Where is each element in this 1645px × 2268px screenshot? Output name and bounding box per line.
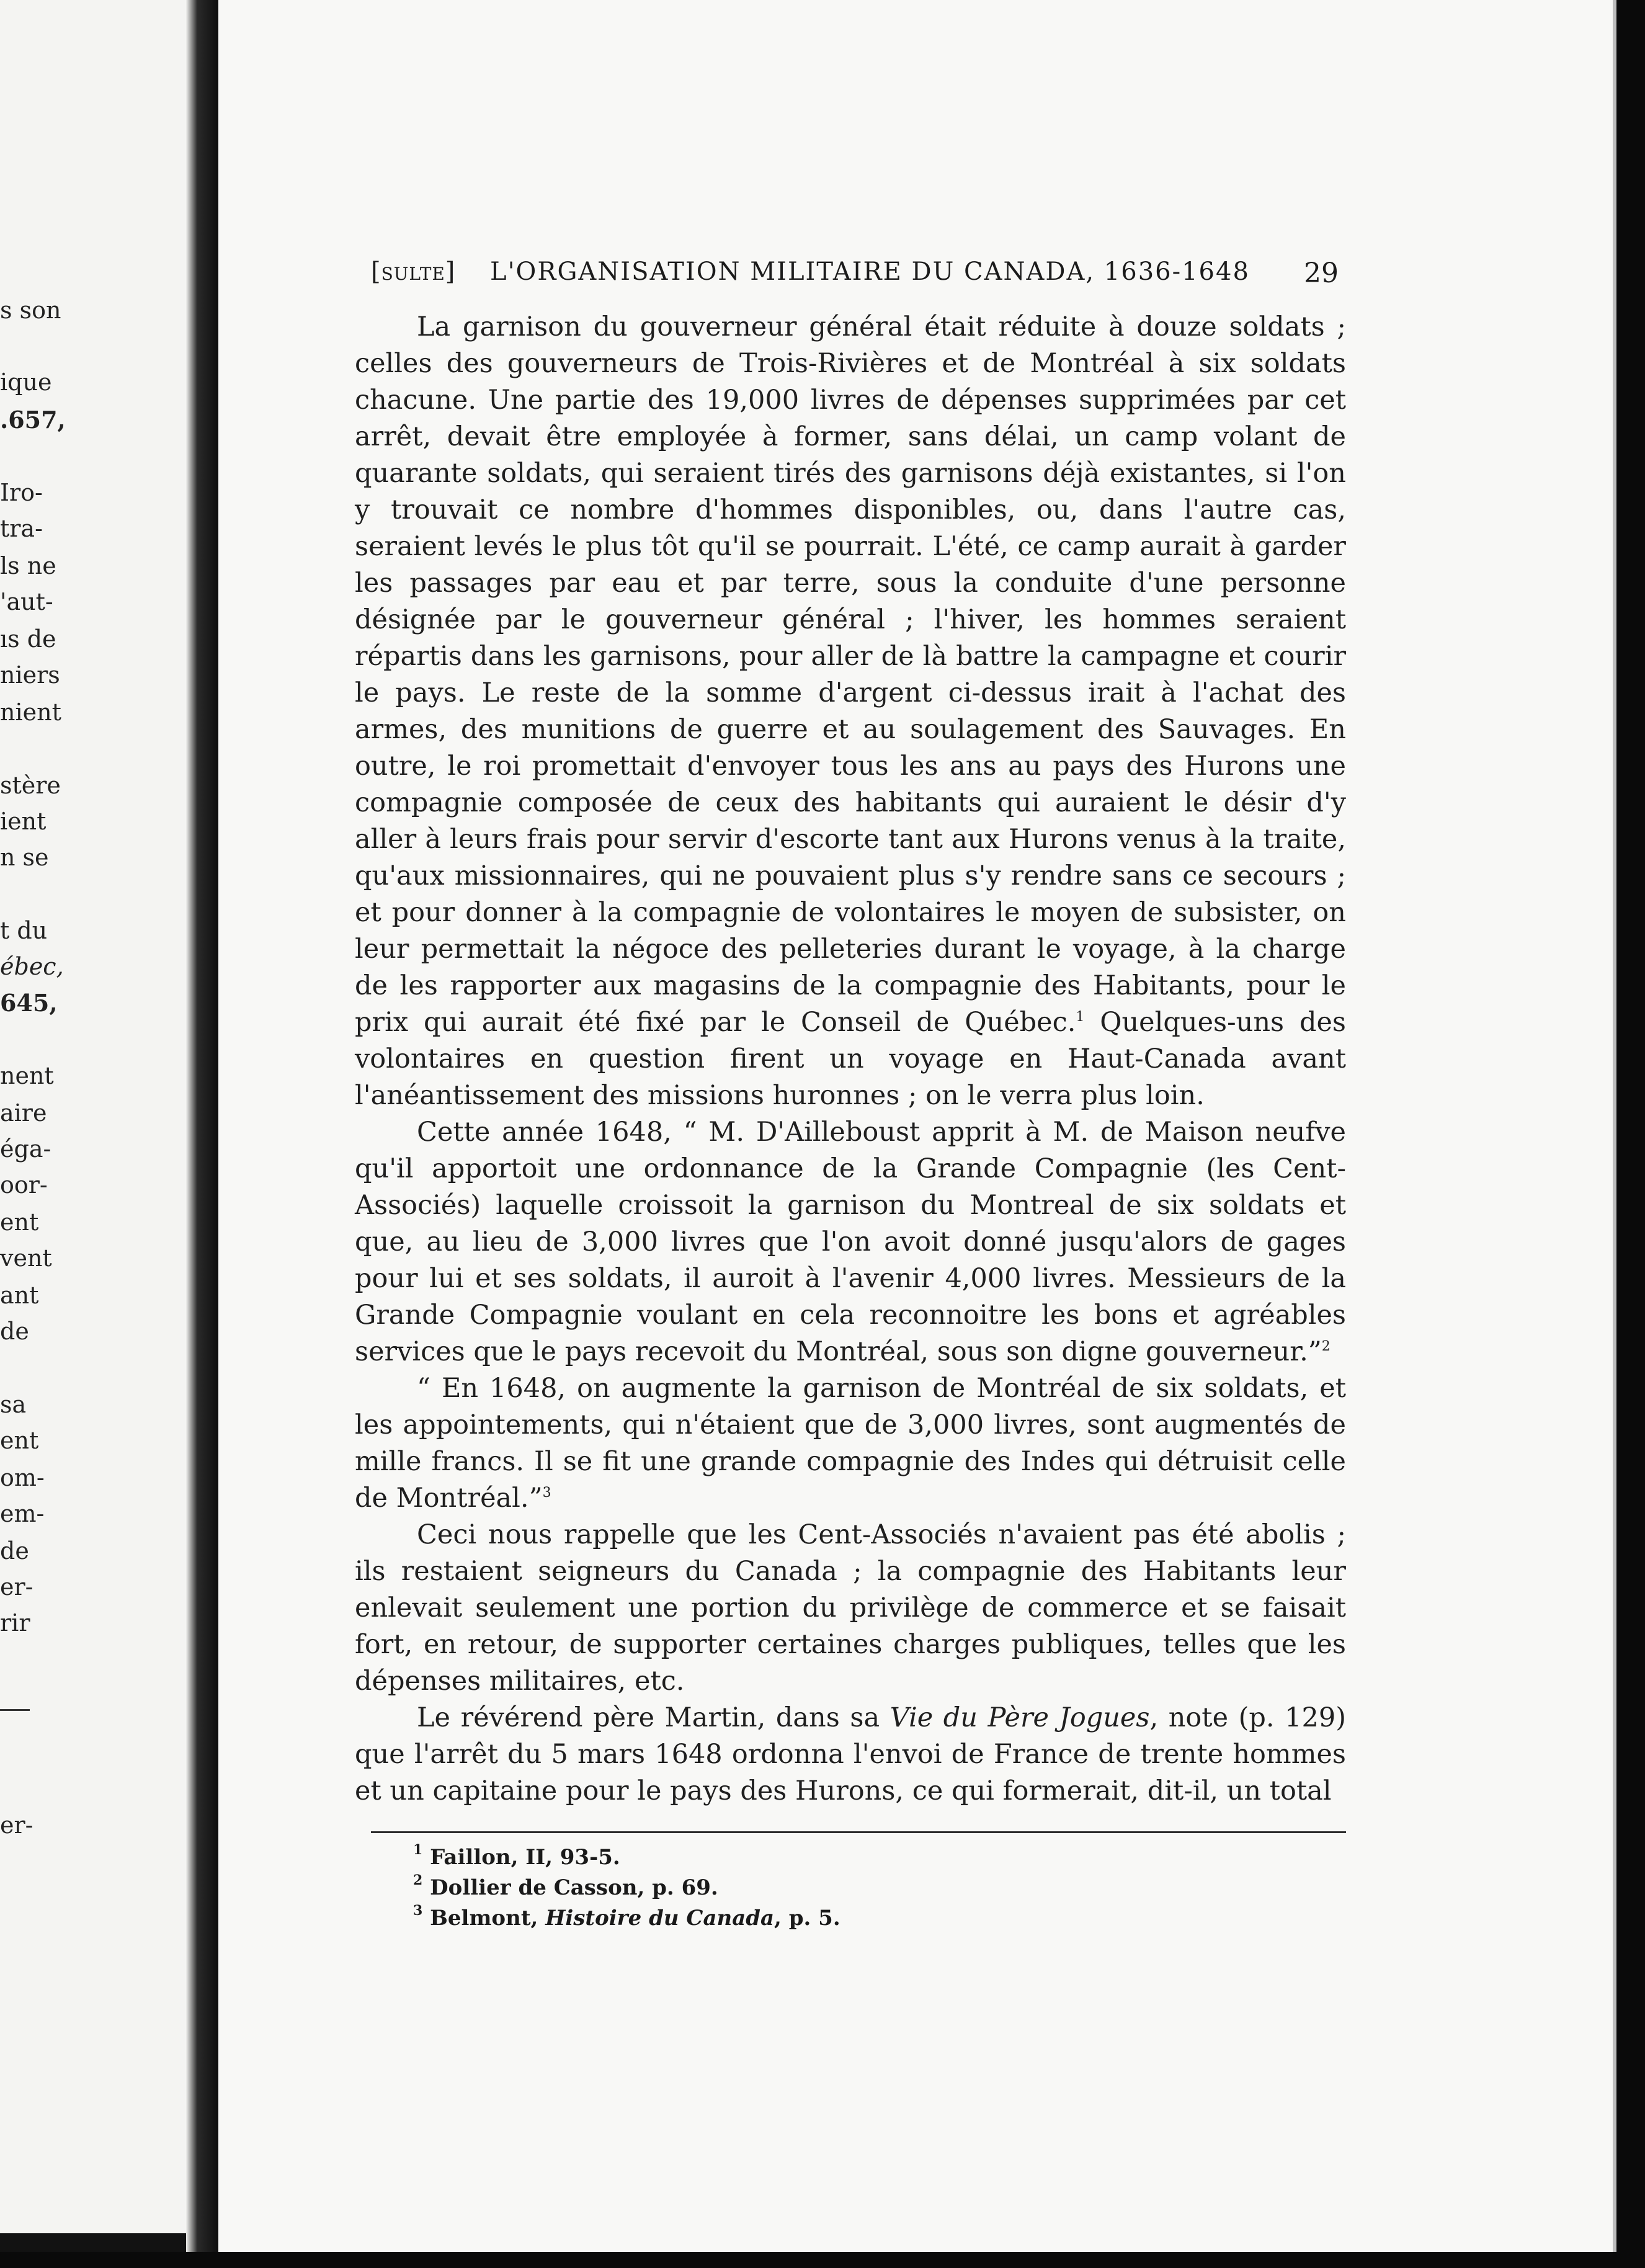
body-text [355,309,1346,1810]
left-page-fragment: tra- [0,515,43,542]
left-page [0,0,186,2233]
footnote-italic-title: Histoire du Canada [545,1906,775,1931]
footnote-text: , p. 5. [774,1906,840,1931]
left-page-fragment: ant [0,1282,39,1309]
page-edge-bottom [0,2252,1645,2268]
footnotes [413,1842,1157,1934]
left-page-fragment: er- [0,1811,33,1839]
paragraph [355,309,1346,1114]
left-page-fragment: .657, [0,406,66,434]
left-page-fragment: ébec, [0,953,64,980]
paragraph [355,1517,1346,1700]
footnote-ref: 3 [542,1485,551,1501]
left-page-fragment: ent [0,1208,39,1236]
left-page-fragment: t du [0,917,48,944]
footnote [413,1873,1157,1903]
italic-title: Vie du Père Jogues [889,1702,1150,1733]
left-page-fragment: em- [0,1500,45,1527]
left-page-fragment: nient [0,699,61,726]
paragraph-text: La garnison du gouverneur général était réduite à douze soldats ; celles des gouverneurs de Trois-Rivières et de Montréal à six soldats chacune. Une partie des 19,000 livres de dépenses supprimées par cet arrêt, devait être employée à former, sans délai, un camp volant de quarante soldats, qui seraient tirés des garnisons déjà existantes, si l'on y trouvait ce nombre d'hommes disponibles, ou, dans l'autre cas, seraient levés le plus tôt qu'il se pourrait. L'été, ce camp aurait à garder les passages par eau et par terre, sous la conduite d'une personne désignée par le gouverneur général ; l'hiver, les hommes seraient répartis dans les garnisons, pour aller de là battre la campagne et courir le pays. Le reste de la somme d'argent ci-dessus irait à l'achat des armes, des munitions de guerre et au soulagement des Sauvages. En outre, le roi promettait d'envoyer tous les ans au pays des Hurons une compagnie composée de ceux des habitants qui auraient le désir d'y aller à leurs frais pour servir d'escorte tant aux Hurons venus à la traite, qu'aux missionnaires, qui ne pouvaient plus s'y rendre sans ce secours ; et pour donner à la compagnie de volontaires le moyen de subsister, on leur permettait la négoce des pelleteries durant le voyage, à la charge de les rapporter aux magasins de la compagnie des Habitants, pour le prix qui aurait été fixé par le Conseil de Québec. [355,311,1346,1038]
footnote-number: 3 [413,1903,423,1919]
left-page-fragment: ient [0,808,47,835]
paragraph-text: Cette année 1648, “ M. D'Ailleboust apprit à M. de Maison neufve qu'il apportoit une ordonnance de la Grande Compagnie (les Cent-Associés) laquelle croissoit la garnison du Montreal de six soldats et que, au lieu de 3,000 livres que l'on avoit donné jusqu'alors de gages pour lui et ses soldats, il auroit à l'avenir 4,000 livres. Messieurs de la Grande Compagnie voulant en cela reconnoitre les bons et agréables services que le pays recevoit du Montréal, sous son digne gouverneur.” [355,1117,1346,1367]
left-page-fragment: de [0,1537,29,1565]
footnote-text: Faillon, II, 93-5. [430,1845,620,1870]
footnote-ref: 1 [1076,1009,1085,1025]
paragraph [355,1370,1346,1517]
running-header [371,257,1339,295]
left-page-fragment: ls ne [0,552,56,579]
page-edge-right [1616,0,1645,2268]
left-page-fragment: de [0,1318,29,1345]
footnote-text: Dollier de Casson, p. 69. [430,1875,718,1900]
paragraph-text: Ceci nous rappelle que les Cent-Associés n'avaient pas été abolis ; ils restaient seigneurs du Canada ; la compagnie des Habitants leur enlevait seulement une portion du privilège de commerce et se faisait fort, en retour, de supporter certaines charges publiques, telles que les dépenses militaires, etc. [355,1519,1346,1697]
left-page-fragment: oor- [0,1171,48,1199]
left-page-fragment: er- [0,1573,33,1601]
left-page-fragment: aire [0,1099,47,1127]
footnote-rule [371,1831,1346,1833]
left-page-fragment: niers [0,661,60,689]
footnote [413,1842,1157,1873]
left-page-fragment: 645, [0,989,58,1017]
footnote-text: Belmont, [430,1906,546,1931]
header-title: L'ORGANISATION MILITAIRE DU CANADA, 1636-1648 [490,257,1250,286]
left-page-fragment: rir [0,1609,30,1636]
paragraph [355,1114,1346,1370]
left-page-fragment: om- [0,1464,45,1491]
paragraph-text: Le révérend père Martin, dans sa [417,1702,890,1733]
page-number: 29 [1304,257,1339,289]
paragraph-text: Quelques-uns des volontaires en question firent un voyage en Haut-Canada avant l'anéantissement des missions huronnes ; on le verra plus loin. [355,1007,1346,1111]
left-page-fragment: nent [0,1062,54,1089]
paragraph-text: , note (p. 129) que l'arrêt du 5 mars 1648 ordonna l'envoi de France de trente hommes et un capitaine pour le pays des Hurons, ce qui formerait, dit-il, un total [355,1702,1346,1806]
left-page-fragment: s son [0,297,61,324]
left-page-fragment: stère [0,772,61,799]
left-page-fragment: éga- [0,1135,51,1163]
left-page-fragment: 'aut- [0,588,53,615]
left-page-fragment: sa [0,1391,27,1418]
footnote-ref: 2 [1321,1339,1331,1354]
footnote-number: 1 [413,1842,423,1858]
left-page-fragment: ent [0,1427,39,1454]
left-page-fragment: ique [0,368,52,396]
left-page-fragment: vent [0,1244,52,1272]
left-page-fragment: n se [0,844,49,871]
footnote-number: 2 [413,1872,423,1888]
left-page-fragment: ıs de [0,625,56,653]
footnote [413,1903,1157,1934]
paragraph [355,1700,1346,1810]
left-page-fragment: Iro- [0,479,43,506]
header-author: [sulte] [371,257,456,286]
left-page-rule [0,1709,30,1711]
paragraph-text: “ En 1648, on augmente la garnison de Montréal de six soldats, et les appointements, qui n'étaient que de 3,000 livres, sont augmentés de mille francs. Il se fit une grande compagnie des Indes qui détruisit celle de Montréal.” [355,1373,1346,1514]
book-gutter [186,0,218,2268]
